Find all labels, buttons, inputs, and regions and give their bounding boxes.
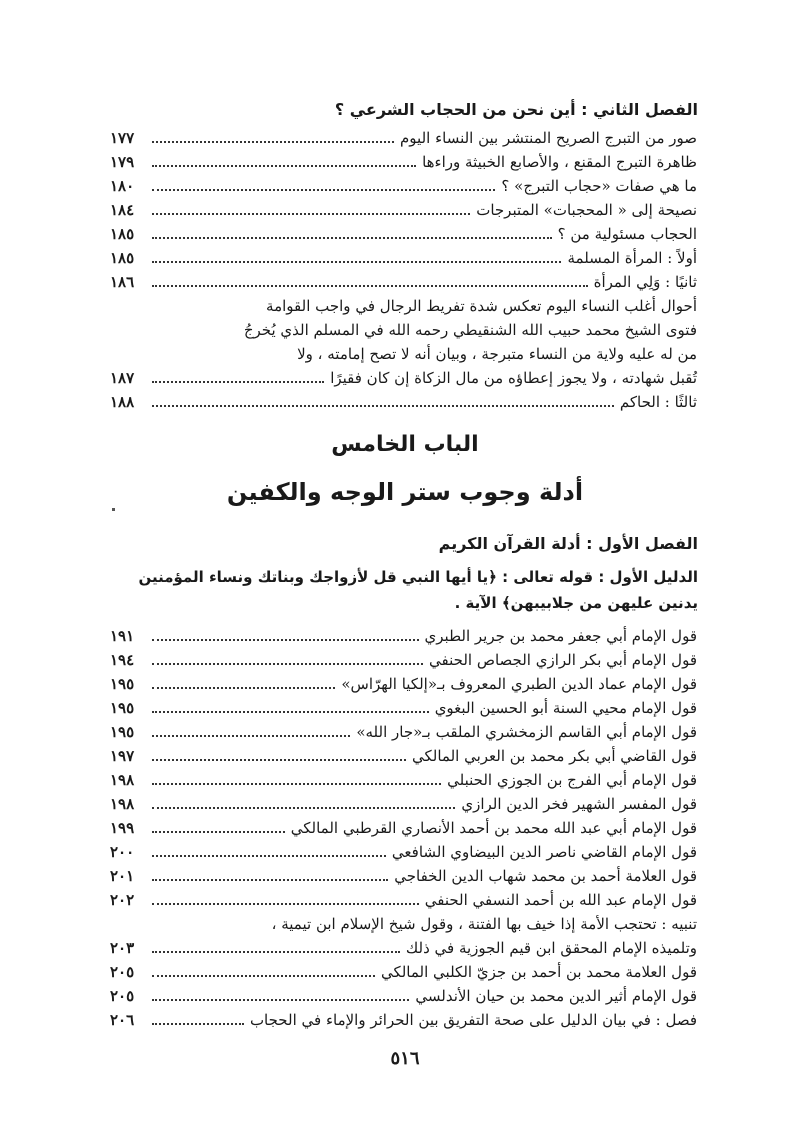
toc-entry: قول الإمام أبي القاسم الزمخشري الملقب بـ«جار الله» ١٩٥ [110, 720, 697, 744]
page-ref: ٢٠٦ [110, 1011, 135, 1029]
page-ref: ١٨٤ [110, 201, 135, 219]
page-ref: ٢٠٥ [110, 987, 135, 1005]
page-ref: ٢٠٥ [110, 963, 135, 981]
chapter-heading-1: الفصل الأول : أدلة القرآن الكريم [438, 534, 698, 553]
toc-entry: قول الإمام عبد الله بن أحمد النسفي الحنفي ٢٠٢ [110, 888, 697, 912]
page-ref: ١٧٧ [110, 129, 135, 147]
page-ref: ٢٠٢ [110, 891, 135, 909]
page-ref: ١٩٨ [110, 771, 135, 789]
page-ref: ١٩٥ [110, 675, 135, 693]
part-title: الباب الخامس [331, 432, 479, 457]
toc-entry: تنبيه : تحتجب الأمة إذا خيف بها الفتنة ، وقول شيخ الإسلام ابن تيمية ، [271, 915, 697, 933]
page-number: ٥١٦ [390, 1048, 420, 1069]
toc-entry: من له عليه ولاية من النساء متبرجة ، وبيان أنه لا تصح إمامته ، ولا [297, 345, 697, 363]
toc-entry: قول العلامة أحمد بن محمد شهاب الدين الخفاجي ٢٠١ [110, 864, 697, 888]
toc-entry: قول الإمام محيي السنة أبو الحسين البغوي ١٩٥ [110, 696, 697, 720]
toc-entry: صور من التبرج الصريح المنتشر بين النساء اليوم ١٧٧ [110, 126, 697, 150]
page-ref: ٢٠٣ [110, 939, 135, 957]
page-ref: ١٨٦ [110, 273, 135, 291]
toc-entry: أحوال أغلب النساء اليوم تعكس شدة تفريط الرجال في واجب القوامة [266, 297, 697, 315]
page-ref: ١٩٤ [110, 651, 135, 669]
page-ref: ١٩٨ [110, 795, 135, 813]
toc-entry: ظاهرة التبرج المقنع ، والأصابع الخبيثة وراءها ١٧٩ [110, 150, 697, 174]
page-ref: ١٨٥ [110, 249, 135, 267]
toc-entry: قول الإمام القاضي ناصر الدين البيضاوي الشافعي ٢٠٠ [110, 840, 697, 864]
evidence-heading-line-1: الدليل الأول : قوله تعالى : ﴿يا أيها النبي قل لأزواجك وبناتك ونساء المؤمنين [138, 568, 698, 586]
toc-entry: قول الإمام أبي الفرج بن الجوزي الحنبلي ١٩٨ [110, 768, 697, 792]
toc-entry: ثانيًا : وَلِي المرأة ١٨٦ [110, 270, 697, 294]
toc-entry: قول الإمام أبي جعفر محمد بن جرير الطبري ١٩١ [110, 624, 697, 648]
page-ref: ٢٠٠ [110, 843, 135, 861]
toc-entry: أولاً : المرأة المسلمة ١٨٥ [110, 246, 697, 270]
toc-entry: قول الإمام أبي بكر الرازي الجصاص الحنفي ١٩٤ [110, 648, 697, 672]
page-ref: ١٩٥ [110, 699, 135, 717]
page-ref: ١٩٥ [110, 723, 135, 741]
toc-section-1 [110, 126, 697, 414]
toc-entry: قول الإمام عماد الدين الطبري المعروف بـ«إلكيا الهرّاس» ١٩٥ [110, 672, 697, 696]
toc-entry: نصيحة إلى « المحجبات» المتبرجات ١٨٤ [110, 198, 697, 222]
page-ref: ١٩٧ [110, 747, 135, 765]
toc-entry: فصل : في بيان الدليل على صحة التفريق بين الحرائر والإماء في الحجاب ٢٠٦ [110, 1008, 697, 1032]
page-ref: ١٨٥ [110, 225, 135, 243]
toc-entry: الحجاب مسئولية من ؟ ١٨٥ [110, 222, 697, 246]
page-ref: ١٨٨ [110, 393, 135, 411]
page-ref: ١٩١ [110, 627, 135, 645]
toc-entry: قول العلامة محمد بن أحمد بن جزيّ الكلبي المالكي ٢٠٥ [110, 960, 697, 984]
toc-entry: قول القاضي أبي بكر محمد بن العربي المالكي ١٩٧ [110, 744, 697, 768]
toc-entry: فتوى الشيخ محمد حبيب الله الشنقيطي رحمه الله في المسلم الذي يُخرجُ [243, 321, 697, 339]
toc-entry: تُقبل شهادته ، ولا يجوز إعطاؤه من مال الزكاة إن كان فقيرًا ١٨٧ [110, 366, 697, 390]
toc-entry: وتلميذه الإمام المحقق ابن قيم الجوزية في ذلك ٢٠٣ [110, 936, 697, 960]
toc-entry: قول الإمام أثير الدين محمد بن حيان الأندلسي ٢٠٥ [110, 984, 697, 1008]
page-ref: ١٨٧ [110, 369, 135, 387]
scan-speck [112, 508, 115, 511]
toc-entry: ما هي صفات «حجاب التبرج» ؟ ١٨٠ [110, 174, 697, 198]
toc-entry: قول الإمام أبي عبد الله محمد بن أحمد الأنصاري القرطبي المالكي ١٩٩ [110, 816, 697, 840]
page-ref: ١٧٩ [110, 153, 135, 171]
part-subtitle: أدلة وجوب ستر الوجه والكفين [226, 478, 584, 506]
toc-section-2 [110, 624, 697, 1032]
chapter-heading-2: الفصل الثاني : أين نحن من الحجاب الشرعي ؟ [334, 100, 698, 119]
page-ref: ١٨٠ [110, 177, 135, 195]
evidence-heading-line-2: يدنين عليهن من جلابيبهن﴾ الآية . [454, 594, 698, 612]
page-ref: ٢٠١ [110, 867, 135, 885]
toc-entry: ثالثًا : الحاكم ١٨٨ [110, 390, 697, 414]
page-ref: ١٩٩ [110, 819, 135, 837]
toc-entry: قول المفسر الشهير فخر الدين الرازي ١٩٨ [110, 792, 697, 816]
